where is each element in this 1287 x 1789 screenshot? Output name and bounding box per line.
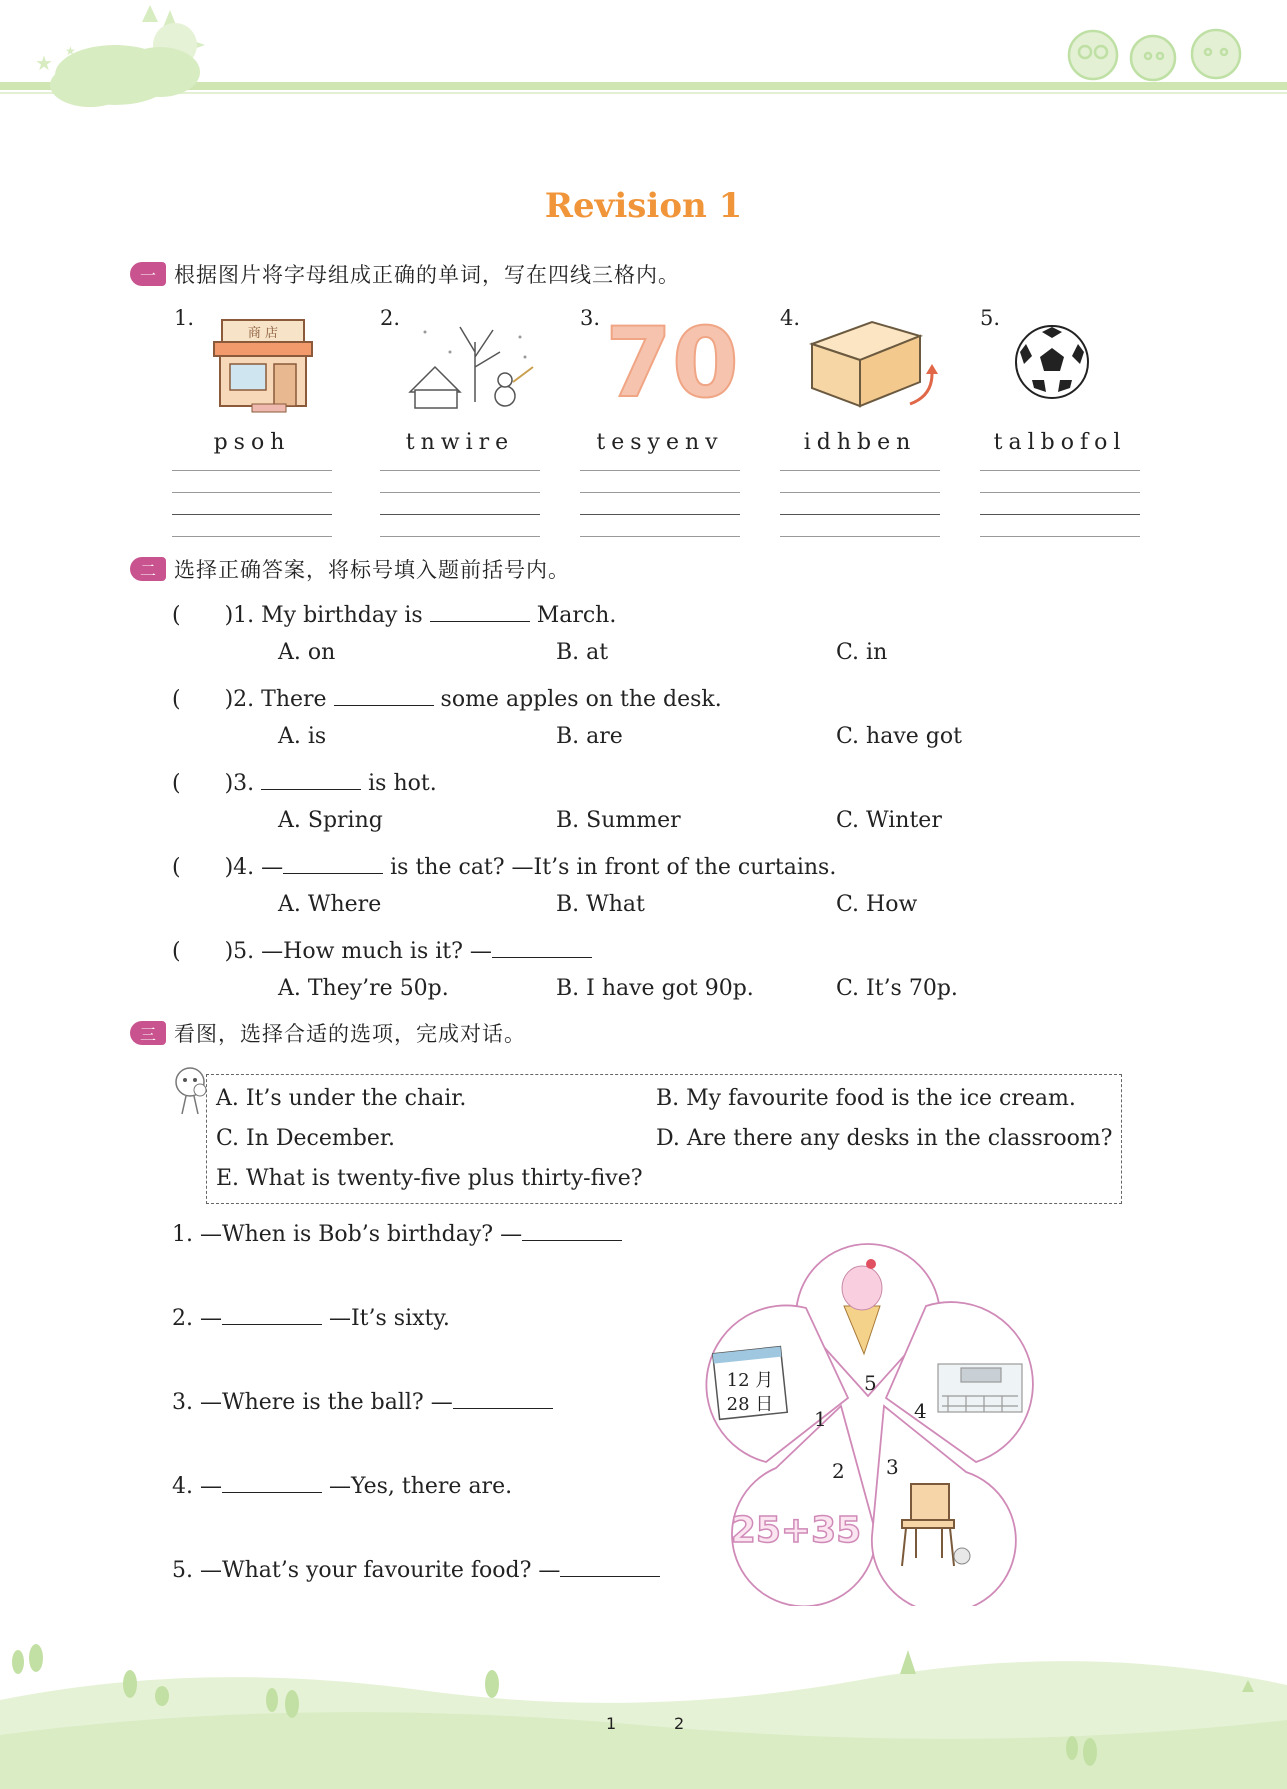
q4-option-a: A. Where xyxy=(278,892,382,917)
page-number-left: 1 xyxy=(606,1714,617,1733)
answer-blank[interactable] xyxy=(522,1220,622,1241)
q4-option-b: B. What xyxy=(556,892,645,917)
scramble-1: psoh xyxy=(213,430,291,455)
item3-number: 3. xyxy=(580,306,601,330)
section1-header xyxy=(130,259,680,289)
option-e: E. What is twenty-five plus thirty-five? xyxy=(216,1166,643,1191)
question-2: ( )2. There some apples on the desk. xyxy=(172,687,722,712)
svg-text:★: ★ xyxy=(65,44,76,58)
option-b: B. My favourite food is the ice cream. xyxy=(656,1086,1076,1111)
footer-landscape xyxy=(0,1640,1287,1789)
dialog-1: 1. —When is Bob’s birthday? — xyxy=(172,1220,622,1247)
option-a: A. It’s under the chair. xyxy=(216,1086,467,1111)
box-icon xyxy=(802,316,942,412)
section3-instruction: 看图，选择合适的选项，完成对话。 xyxy=(174,1022,526,1046)
writing-lines-5[interactable] xyxy=(980,470,1140,536)
dialog-4: 4. — —Yes, there are. xyxy=(172,1474,513,1499)
answer-paren[interactable]: ( ) xyxy=(172,771,234,796)
option-c: C. In December. xyxy=(216,1126,395,1151)
item5-number: 5. xyxy=(980,306,1001,330)
shop-icon xyxy=(202,314,324,414)
q2-option-a: A. is xyxy=(278,724,327,749)
number-70-text: 70 xyxy=(605,316,739,406)
question-1: ( )1. My birthday is March. xyxy=(172,603,617,628)
q2-option-b: B. are xyxy=(556,724,623,749)
petal-number-1: 1 xyxy=(814,1407,827,1431)
number-70-icon xyxy=(602,316,742,406)
petal-number-4: 4 xyxy=(914,1399,927,1423)
animal-faces-icon xyxy=(1058,20,1258,85)
q5-option-c: C. It’s 70p. xyxy=(836,976,958,1001)
section3-header xyxy=(130,1018,526,1048)
answer-blank[interactable] xyxy=(334,685,434,706)
writing-lines-2[interactable] xyxy=(380,470,540,536)
shop-sign: 商 店 xyxy=(247,326,279,341)
football-icon xyxy=(1012,322,1092,402)
section1-badge: 一 xyxy=(130,262,166,286)
petal-number-5: 5 xyxy=(864,1371,877,1395)
calendar-icon xyxy=(713,1347,788,1420)
q2-option-c: C. have got xyxy=(836,724,962,749)
section2-instruction: 选择正确答案，将标号填入题前括号内。 xyxy=(174,558,570,582)
scramble-4: idhben xyxy=(803,430,917,455)
q1-option-b: B. at xyxy=(556,640,609,665)
math-expression: 25+35 xyxy=(730,1510,862,1551)
q4-option-c: C. How xyxy=(836,892,918,917)
q3-option-c: C. Winter xyxy=(836,808,942,833)
item2-number: 2. xyxy=(380,306,401,330)
classroom-icon xyxy=(938,1364,1022,1412)
option-d: D. Are there any desks in the classroom? xyxy=(656,1126,1113,1151)
calendar-day: 28 日 xyxy=(726,1394,774,1415)
answer-blank[interactable] xyxy=(560,1556,660,1577)
answer-blank[interactable] xyxy=(492,937,592,958)
answer-paren[interactable]: ( ) xyxy=(172,939,234,964)
scramble-5: talbofol xyxy=(993,430,1127,455)
scramble-2: tnwire xyxy=(405,430,515,455)
answer-paren[interactable]: ( ) xyxy=(172,855,234,880)
q5-option-a: A. They’re 50p. xyxy=(278,976,449,1001)
q5-option-b: B. I have got 90p. xyxy=(556,976,754,1001)
page-title: Revision 1 xyxy=(544,186,743,226)
writing-lines-3[interactable] xyxy=(580,470,740,536)
writing-lines-1[interactable] xyxy=(172,470,332,536)
calendar-month: 12 月 xyxy=(726,1370,774,1391)
q1-option-c: C. in xyxy=(836,640,888,665)
section2-badge: 二 xyxy=(130,557,166,581)
answer-paren[interactable]: ( ) xyxy=(172,687,234,712)
question-3: ( )3. is hot. xyxy=(172,771,437,796)
petal-number-2: 2 xyxy=(832,1459,845,1483)
winter-snow-icon xyxy=(405,312,540,412)
answer-blank[interactable] xyxy=(453,1388,553,1409)
writing-lines-4[interactable] xyxy=(780,470,940,536)
q1-option-a: A. on xyxy=(278,640,336,665)
section1-instruction: 根据图片将字母组成正确的单词，写在四线三格内。 xyxy=(174,263,680,287)
page-number-right: 2 xyxy=(674,1714,685,1733)
cloud-sun-icon xyxy=(20,0,210,115)
flower-picture xyxy=(676,1236,1068,1606)
cartoon-mascot-icon xyxy=(172,1064,212,1118)
petal-number-3: 3 xyxy=(886,1455,899,1479)
item1-number: 1. xyxy=(174,306,195,330)
dialog-5: 5. —What’s your favourite food? — xyxy=(172,1556,660,1583)
answer-paren[interactable]: ( ) xyxy=(172,603,234,628)
answer-blank[interactable] xyxy=(261,769,361,790)
answer-blank[interactable] xyxy=(222,1304,322,1325)
q3-option-a: A. Spring xyxy=(278,808,383,833)
section3-badge: 三 xyxy=(130,1021,166,1045)
dialog-3: 3. —Where is the ball? — xyxy=(172,1388,553,1415)
question-5: ( )5. —How much is it? — xyxy=(172,934,592,965)
scramble-3: tesyenv xyxy=(596,430,724,455)
section2-header xyxy=(130,554,570,584)
dialog-2: 2. — —It’s sixty. xyxy=(172,1306,450,1331)
item4-number: 4. xyxy=(780,306,801,330)
question-4: ( )4. — is the cat? —It’s in front of the curtains. xyxy=(172,855,837,880)
svg-text:★: ★ xyxy=(35,51,53,75)
answer-blank[interactable] xyxy=(430,601,530,622)
answer-blank[interactable] xyxy=(222,1472,322,1493)
q3-option-b: B. Summer xyxy=(556,808,681,833)
answer-blank[interactable] xyxy=(283,853,383,874)
